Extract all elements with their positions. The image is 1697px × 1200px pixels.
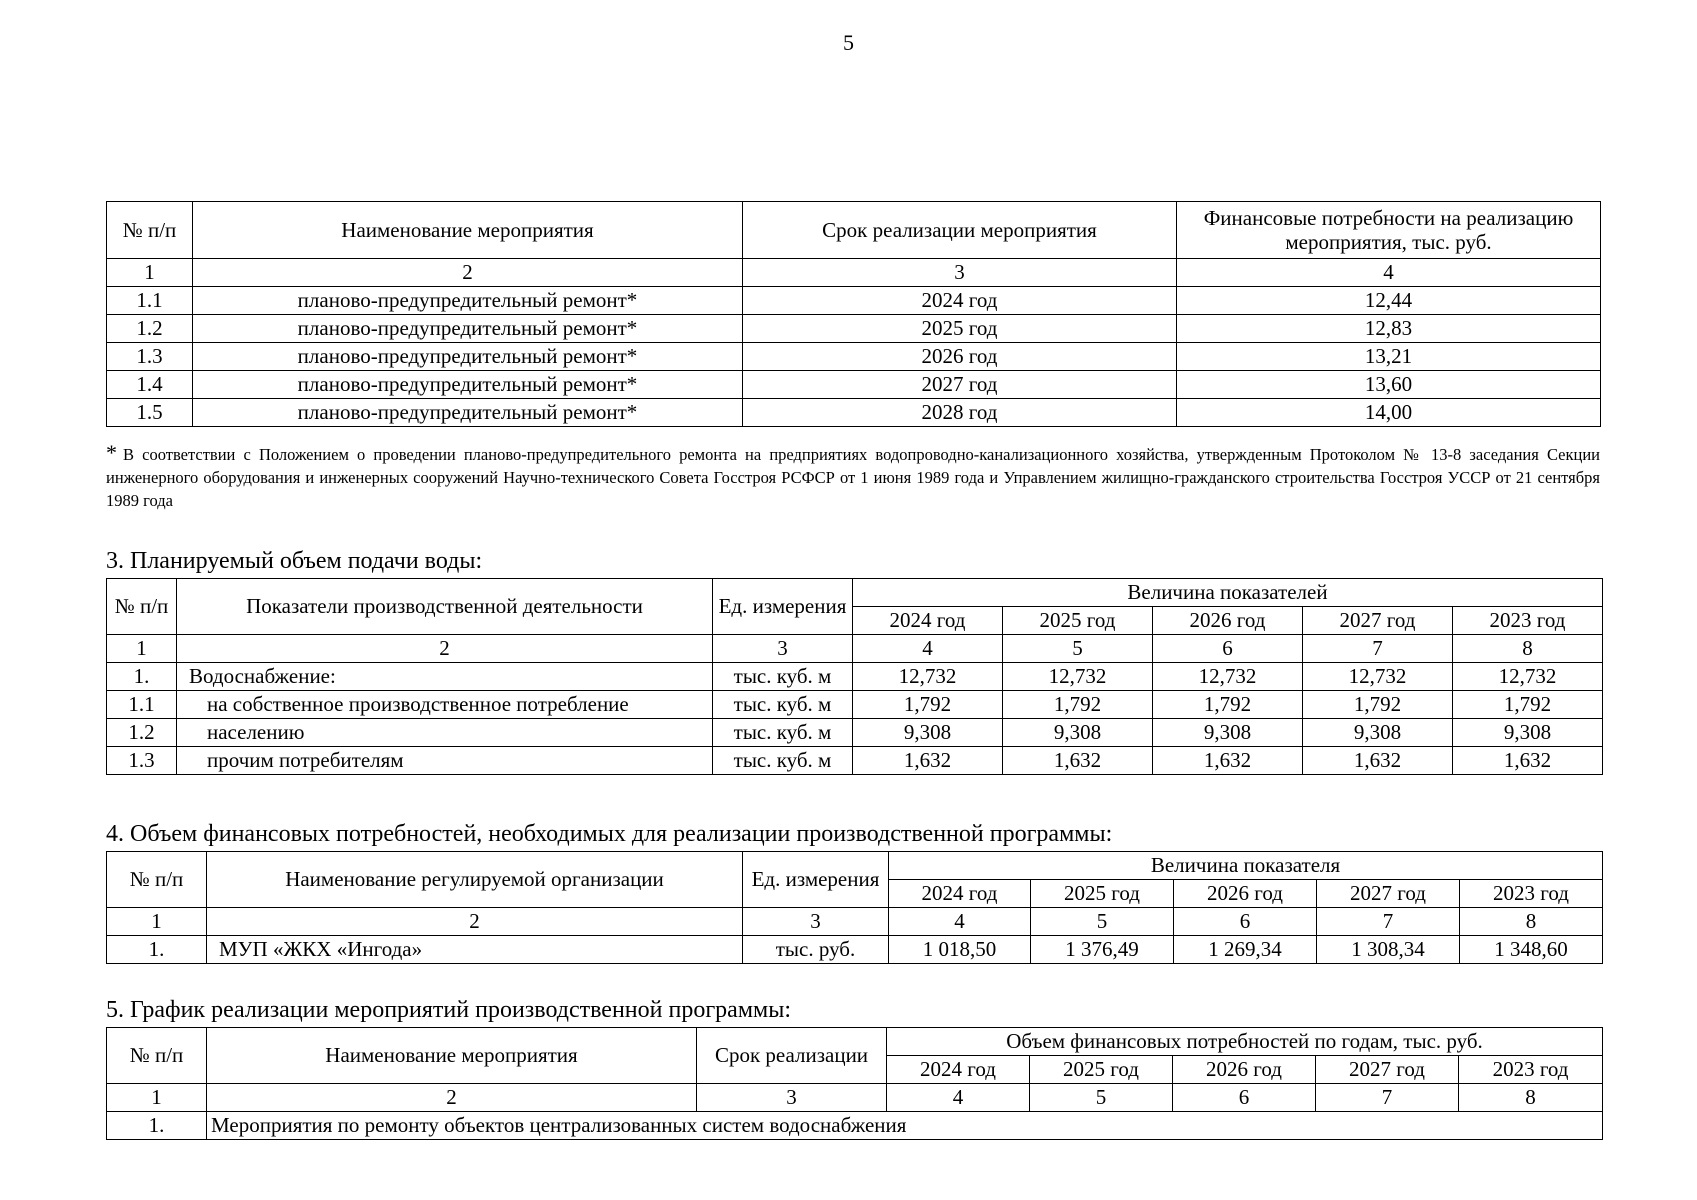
year-cell: 2023 год xyxy=(1460,880,1603,908)
cell: 1 xyxy=(107,259,193,287)
cell: тыс. руб. xyxy=(743,936,889,964)
maintenance-table xyxy=(106,201,1601,427)
cell: 12,732 xyxy=(853,663,1003,691)
year-cell: 2023 год xyxy=(1453,607,1603,635)
year-cell: 2025 год xyxy=(1031,880,1174,908)
water-supply-table xyxy=(106,578,1603,775)
year-cell: 2025 год xyxy=(1003,607,1153,635)
cell: 9,308 xyxy=(1153,719,1303,747)
cell: 1.3 xyxy=(107,343,193,371)
cell: 1 xyxy=(107,635,177,663)
cell: 2026 год xyxy=(743,343,1177,371)
column-number-row xyxy=(107,1084,1603,1112)
cell: 14,00 xyxy=(1177,399,1601,427)
table-row xyxy=(107,287,1601,315)
page-number: 5 xyxy=(843,30,854,55)
cell: 1,792 xyxy=(1003,691,1153,719)
cell: 1,632 xyxy=(1003,747,1153,775)
cell: прочим потребителям xyxy=(177,747,713,775)
section-title: 3. Планируемый объем подачи воды: xyxy=(106,548,483,574)
cell: 4 xyxy=(853,635,1003,663)
cell: 7 xyxy=(1317,908,1460,936)
cell: 5 xyxy=(1030,1084,1173,1112)
header-cell: Ед. измерения xyxy=(743,852,889,908)
cell: 1,632 xyxy=(853,747,1003,775)
column-number-row xyxy=(107,908,1603,936)
header-group-cell: Величина показателей xyxy=(853,579,1603,607)
cell: 1,632 xyxy=(1153,747,1303,775)
year-cell: 2027 год xyxy=(1316,1056,1459,1084)
cell: 3 xyxy=(697,1084,887,1112)
table-row xyxy=(107,371,1601,399)
cell: 9,308 xyxy=(1453,719,1603,747)
header-cell: № п/п xyxy=(107,202,193,259)
cell: 1.1 xyxy=(107,691,177,719)
cell: 5 xyxy=(1031,908,1174,936)
table-row xyxy=(107,691,1603,719)
cell: 1 376,49 xyxy=(1031,936,1174,964)
cell: планово-предупредительный ремонт* xyxy=(193,343,743,371)
year-cell: 2027 год xyxy=(1303,607,1453,635)
cell: 9,308 xyxy=(853,719,1003,747)
footnote xyxy=(106,441,1600,512)
cell: 1,792 xyxy=(853,691,1003,719)
table-row xyxy=(107,343,1601,371)
cell: 1. xyxy=(107,663,177,691)
year-cell: 2023 год xyxy=(1459,1056,1603,1084)
cell: 1. xyxy=(107,936,207,964)
cell: 1 xyxy=(107,908,207,936)
cell: планово-предупредительный ремонт* xyxy=(193,315,743,343)
cell: 9,308 xyxy=(1303,719,1453,747)
cell: 12,732 xyxy=(1303,663,1453,691)
schedule-table xyxy=(106,1027,1603,1140)
cell: на собственное производственное потребление xyxy=(177,691,713,719)
cell: 4 xyxy=(889,908,1031,936)
cell: 8 xyxy=(1459,1084,1603,1112)
header-group-cell: Объем финансовых потребностей по годам, тыс. руб. xyxy=(887,1028,1603,1056)
cell: 12,732 xyxy=(1453,663,1603,691)
year-cell: 2024 год xyxy=(887,1056,1030,1084)
cell: 2 xyxy=(207,908,743,936)
cell: 1.5 xyxy=(107,399,193,427)
table-header-row xyxy=(107,852,1603,880)
cell: 1,792 xyxy=(1453,691,1603,719)
cell: 12,732 xyxy=(1153,663,1303,691)
table-header-row xyxy=(107,579,1603,607)
cell: 12,44 xyxy=(1177,287,1601,315)
cell: 1 269,34 xyxy=(1174,936,1317,964)
header-cell: Срок реализации мероприятия xyxy=(743,202,1177,259)
header-cell: Финансовые потребности на реализацию мероприятия, тыс. руб. xyxy=(1177,202,1601,259)
cell: 8 xyxy=(1460,908,1603,936)
cell: 2 xyxy=(177,635,713,663)
cell: 8 xyxy=(1453,635,1603,663)
cell: 1 308,34 xyxy=(1317,936,1460,964)
cell: Водоснабжение: xyxy=(177,663,713,691)
header-cell: № п/п xyxy=(107,1028,207,1084)
cell: 1 018,50 xyxy=(889,936,1031,964)
header-cell: № п/п xyxy=(107,852,207,908)
year-cell: 2025 год xyxy=(1030,1056,1173,1084)
cell: 1,632 xyxy=(1303,747,1453,775)
cell: 1.2 xyxy=(107,315,193,343)
cell: 9,308 xyxy=(1003,719,1153,747)
cell: 1,632 xyxy=(1453,747,1603,775)
cell: МУП «ЖКХ «Ингода» xyxy=(207,936,743,964)
cell: 2028 год xyxy=(743,399,1177,427)
column-number-row xyxy=(107,259,1601,287)
cell: 7 xyxy=(1316,1084,1459,1112)
header-cell: Наименование регулируемой организации xyxy=(207,852,743,908)
header-cell: № п/п xyxy=(107,579,177,635)
cell: 1.3 xyxy=(107,747,177,775)
cell: 1,792 xyxy=(1153,691,1303,719)
year-cell: 2024 год xyxy=(853,607,1003,635)
header-group-cell: Величина показателя xyxy=(889,852,1603,880)
cell: 6 xyxy=(1173,1084,1316,1112)
cell: 7 xyxy=(1303,635,1453,663)
section-title: 4. Объем финансовых потребностей, необходимых для реализации производственной программы: xyxy=(106,821,1113,847)
cell: 6 xyxy=(1153,635,1303,663)
section-title: 5. График реализации мероприятий производственной программы: xyxy=(106,997,791,1023)
table-row xyxy=(107,663,1603,691)
cell: 1 348,60 xyxy=(1460,936,1603,964)
cell: 2024 год xyxy=(743,287,1177,315)
header-cell: Показатели производственной деятельности xyxy=(177,579,713,635)
cell: 5 xyxy=(1003,635,1153,663)
year-cell: 2026 год xyxy=(1173,1056,1316,1084)
cell: 4 xyxy=(1177,259,1601,287)
year-cell: 2027 год xyxy=(1317,880,1460,908)
cell: 2 xyxy=(193,259,743,287)
cell: 2027 год xyxy=(743,371,1177,399)
cell: планово-предупредительный ремонт* xyxy=(193,399,743,427)
table-row xyxy=(107,747,1603,775)
cell: 1 xyxy=(107,1084,207,1112)
cell: 13,60 xyxy=(1177,371,1601,399)
cell: 1.4 xyxy=(107,371,193,399)
header-cell: Наименование мероприятия xyxy=(193,202,743,259)
cell: 3 xyxy=(743,259,1177,287)
year-cell: 2026 год xyxy=(1174,880,1317,908)
table-row xyxy=(107,399,1601,427)
header-cell: Наименование мероприятия xyxy=(207,1028,697,1084)
cell: 1.1 xyxy=(107,287,193,315)
year-cell: 2024 год xyxy=(889,880,1031,908)
table-row xyxy=(107,1112,1603,1140)
table-header-row xyxy=(107,1028,1603,1056)
financial-needs-table xyxy=(106,851,1603,964)
table-row xyxy=(107,719,1603,747)
footnote-text: В соответствии с Положением о проведении планово-предупредительного ремонта на предприятиях водопроводно-канализационного хозяйства, утвержденным Протоколом № 13-8 заседания Секции инженерного оборудования и инженерных сооружений Научно-технического Совета Госстроя РСФСР от 1 июня 1989 года и Управлением жилищно-гражданского строительства Госстроя УССР от 21 сентября 1989 года xyxy=(106,445,1600,510)
cell: 1.2 xyxy=(107,719,177,747)
header-cell: Ед. измерения xyxy=(713,579,853,635)
header-cell: Срок реализации xyxy=(697,1028,887,1084)
cell: планово-предупредительный ремонт* xyxy=(193,287,743,315)
year-cell: 2026 год xyxy=(1153,607,1303,635)
cell: 3 xyxy=(743,908,889,936)
table-row xyxy=(107,936,1603,964)
cell: тыс. куб. м xyxy=(713,663,853,691)
table-header-row xyxy=(107,202,1601,259)
cell: 13,21 xyxy=(1177,343,1601,371)
table-row xyxy=(107,315,1601,343)
cell: 12,83 xyxy=(1177,315,1601,343)
cell: 3 xyxy=(713,635,853,663)
cell: 12,732 xyxy=(1003,663,1153,691)
column-number-row xyxy=(107,635,1603,663)
cell: 1. xyxy=(107,1112,207,1140)
cell: планово-предупредительный ремонт* xyxy=(193,371,743,399)
cell: населению xyxy=(177,719,713,747)
cell: 2025 год xyxy=(743,315,1177,343)
footnote-star: * xyxy=(106,440,117,465)
cell: 2 xyxy=(207,1084,697,1112)
cell: Мероприятия по ремонту объектов централизованных систем водоснабжения xyxy=(207,1112,1603,1140)
cell: 1,792 xyxy=(1303,691,1453,719)
cell: тыс. куб. м xyxy=(713,691,853,719)
cell: 4 xyxy=(887,1084,1030,1112)
cell: тыс. куб. м xyxy=(713,747,853,775)
cell: 6 xyxy=(1174,908,1317,936)
cell: тыс. куб. м xyxy=(713,719,853,747)
